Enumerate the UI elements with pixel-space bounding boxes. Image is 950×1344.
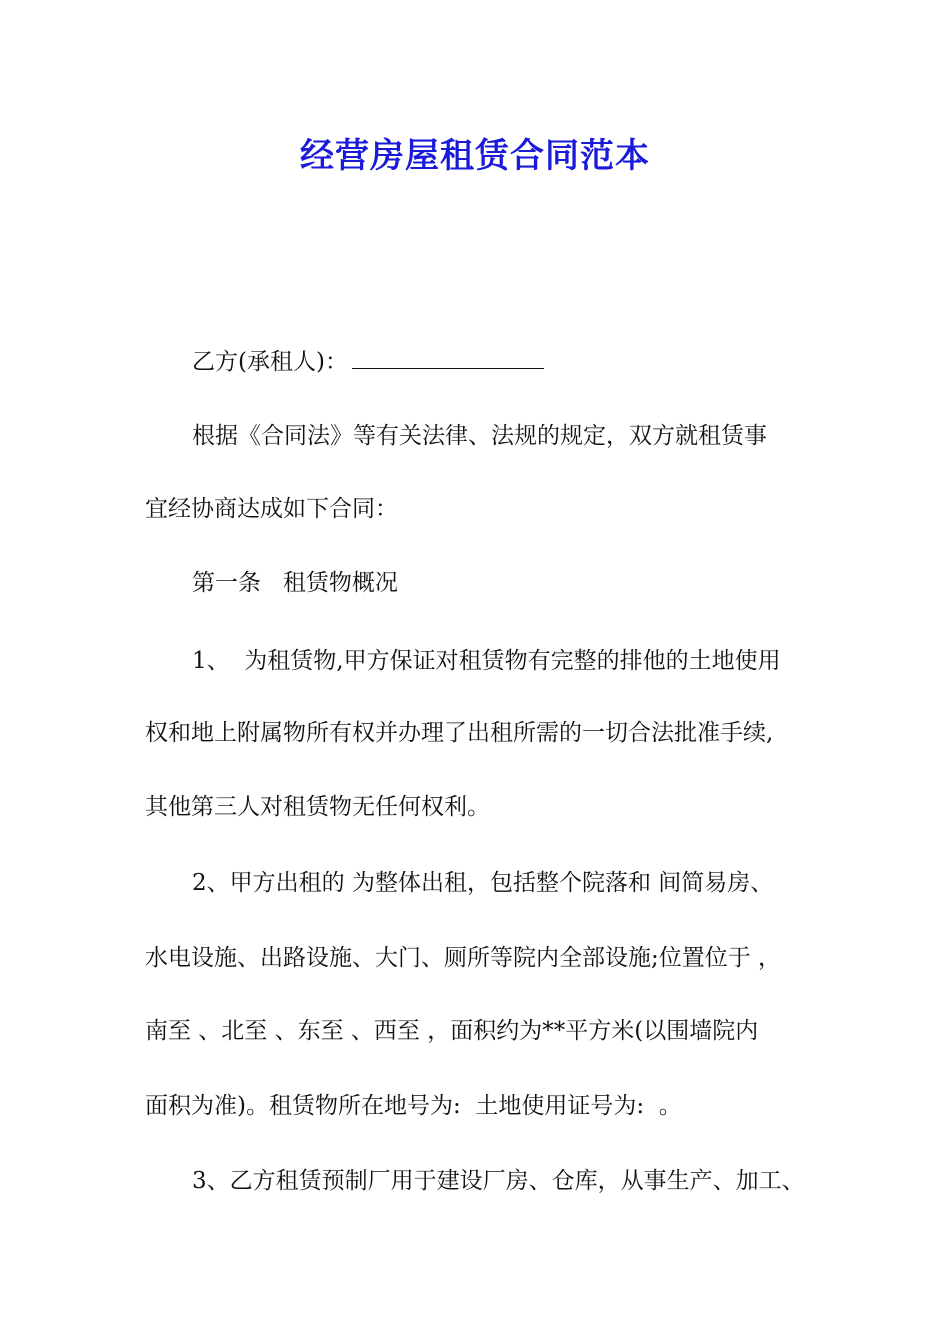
- paragraph-line: 面积为准)。租赁物所在地号为: 土地使用证号为: 。: [145, 1093, 682, 1119]
- paragraph-line: 水电设施、出路设施、大门、厕所等院内全部设施;位置位于 ，: [145, 945, 782, 971]
- tenant-line: [192, 346, 544, 377]
- tenant-label: 乙方(承租人)：: [192, 349, 348, 375]
- paragraph-line: 根据《合同法》等有关法律、法规的规定，双方就租赁事: [192, 423, 767, 449]
- paragraph-line: 宜经协商达成如下合同：: [145, 496, 398, 522]
- paragraph-line: 2、甲方出租的 为整体出租，包括整个院落和 间简易房、: [192, 870, 774, 896]
- section-heading: 第一条 租赁物概况: [192, 570, 398, 596]
- paragraph-line: 1、 为租赁物,甲方保证对租赁物有完整的排他的土地使用: [192, 648, 781, 674]
- paragraph-line: 权和地上附属物所有权并办理了出租所需的一切合法批准手续,: [145, 720, 774, 746]
- tenant-blank: [352, 346, 544, 369]
- document-title: 经营房屋租赁合同范本: [300, 136, 650, 176]
- paragraph-line: 南至 、北至 、东至 、西至 ，面积约为**平方米(以围墙院内: [145, 1018, 759, 1044]
- paragraph-line: 3、乙方租赁预制厂用于建设厂房、仓库，从事生产、加工、: [192, 1168, 805, 1194]
- paragraph-line: 其他第三人对租赁物无任何权利。: [145, 794, 490, 820]
